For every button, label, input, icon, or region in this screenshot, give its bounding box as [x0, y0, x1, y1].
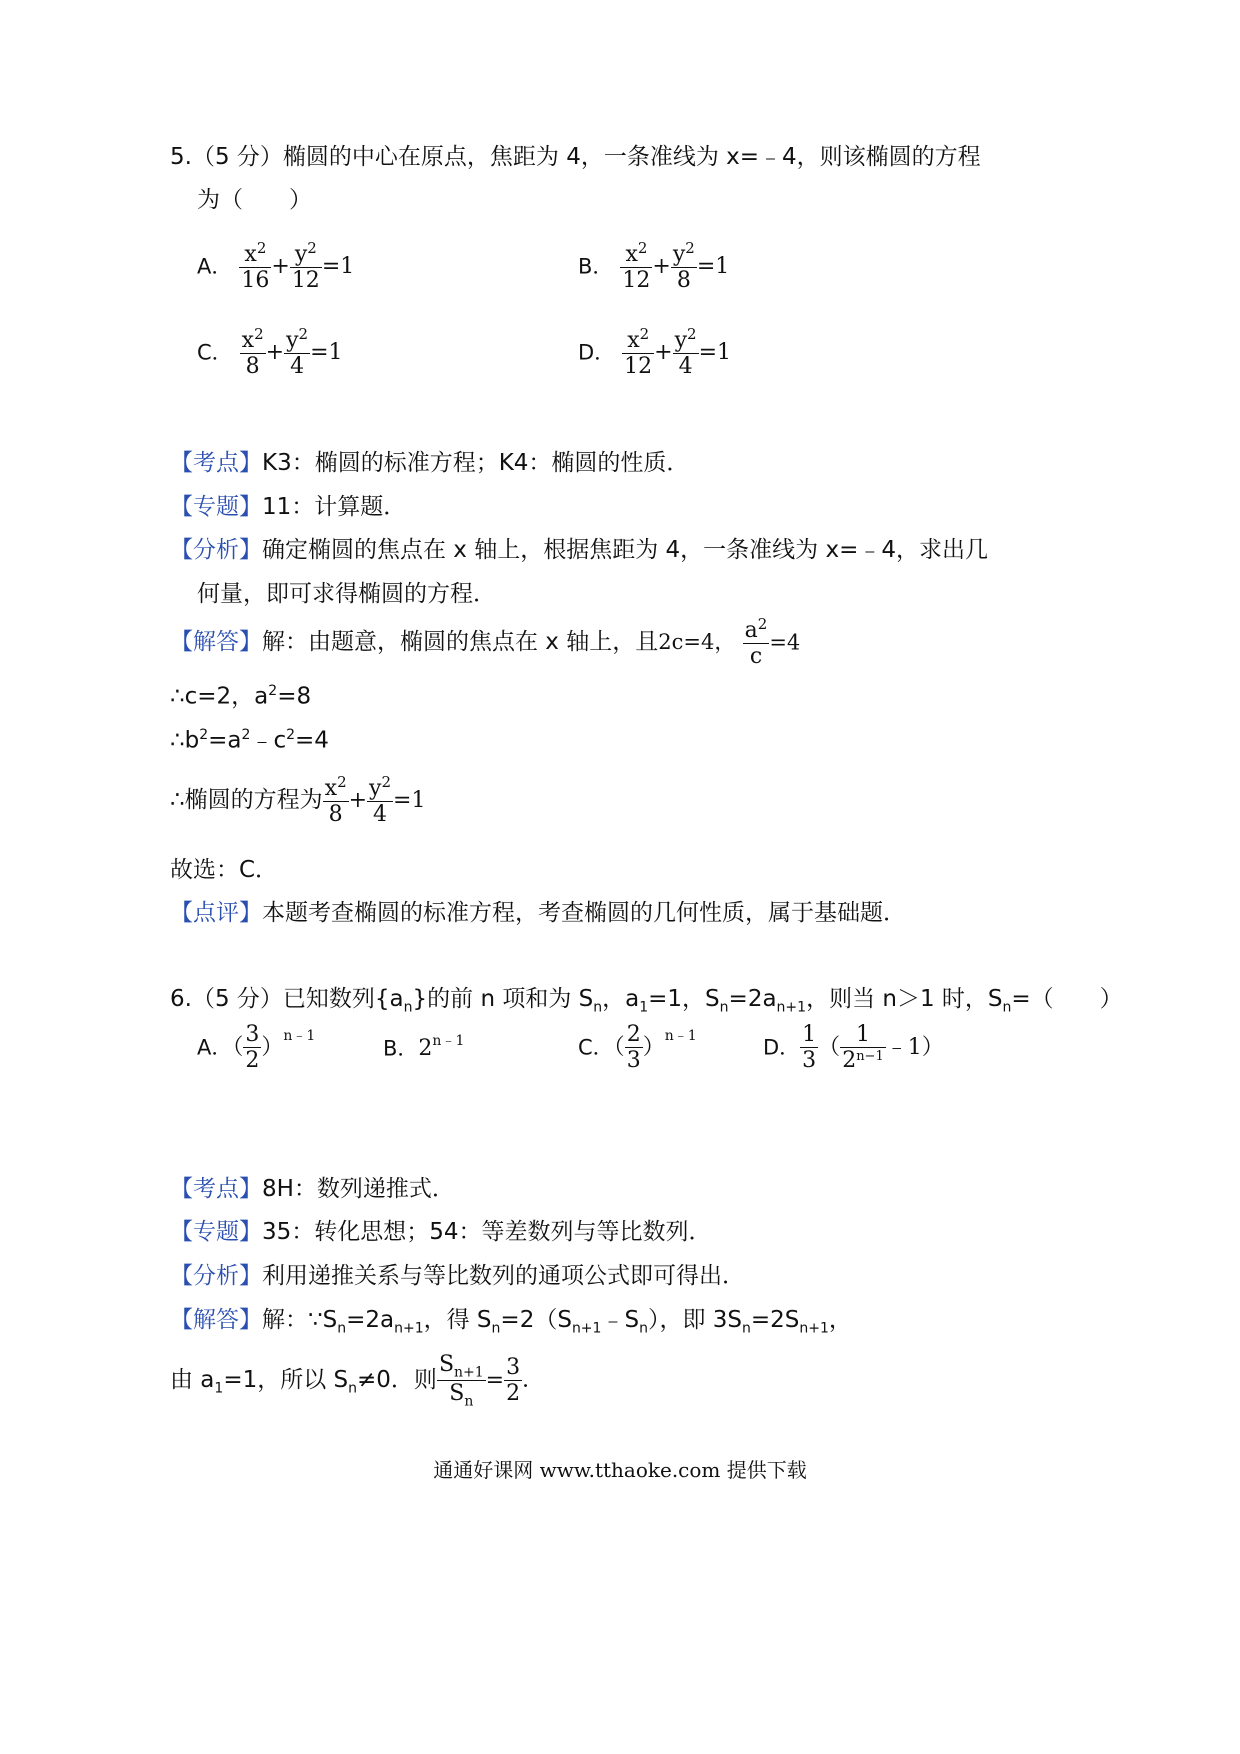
q5-kaodian: 【考点】K3：椭圆的标准方程；K4：椭圆的性质．	[170, 450, 690, 476]
q5-dianping: 【点评】本题考查椭圆的标准方程，考查椭圆的几何性质，属于基础题．	[170, 900, 906, 926]
q5-zhuanti: 【专题】11：计算题．	[170, 494, 407, 520]
option-label: A．	[197, 254, 233, 279]
tag-dianping: 【点评】	[170, 900, 262, 926]
tag-fenxi: 【分析】	[170, 1263, 262, 1289]
q5-option-d: D． $\frac{x^2}{12}$ + $\frac{y^2}{4}$ =1	[578, 325, 732, 380]
q5-stem-line2: 为（ ）	[197, 187, 312, 213]
option-label: D．	[578, 340, 616, 365]
option-label: C．	[197, 340, 233, 365]
q5-fenxi-line2: 何量，即可求得椭圆的方程．	[197, 581, 496, 607]
q6-last-line: 由 $a_1=1$，所以 $S_n\ne 0$．则 $\frac{S_{n+1}}{S_n}$ = $\frac{3}{2}$ ．	[170, 1352, 545, 1410]
q5-step3: ∴椭圆的方程为 $\frac{x^2}{8}$ + $\frac{y^2}{4}$ =1	[170, 773, 426, 828]
tag-zhuanti: 【专题】	[170, 1219, 262, 1245]
q6-fenxi: 【分析】利用递推关系与等比数列的通项公式即可得出．	[170, 1263, 745, 1289]
tag-fenxi: 【分析】	[170, 537, 262, 563]
q5-jieda: 【解答】解：由题意，椭圆的焦点在 x 轴上，且2c=4， $\frac{a^2}{c}$ =4	[170, 615, 801, 670]
q6-option-c: C．（ $\frac{2}{3}$ ）$^{n﹣1}$	[578, 1022, 697, 1074]
tag-kaodian: 【考点】	[170, 450, 262, 476]
q6-zhuanti: 【专题】35：转化思想；54：等差数列与等比数列．	[170, 1219, 712, 1245]
q5-option-a: A． $\frac{x^2}{16}$ + $\frac{y^2}{12}$ =1	[197, 239, 355, 294]
q5-stem-line1: 5.（5 分）椭圆的中心在原点，焦距为 4，一条准线为 x=﹣4，则该椭圆的方程	[170, 144, 981, 170]
q5-option-b: B． $\frac{x^2}{12}$ + $\frac{y^2}{8}$ =1	[578, 239, 730, 294]
q6-option-b: B．$2^{n﹣1}$	[383, 1033, 465, 1061]
q6-kaodian: 【考点】8H：数列递推式．	[170, 1176, 455, 1202]
q6-option-d: D． $\frac{1}{3}$ （ $\frac{1}{2^{n-1}}$ ﹣1）	[763, 1022, 944, 1074]
page-footer: 通通好课网 www.tthaoke.com 提供下载	[433, 1458, 807, 1482]
q6-jieda: 【解答】解：$\because S_n=2a_{n+1}$，得 $S_n=2(S_{n+1}﹣S_n)$，即 $3S_n=2S_{n+1}$，	[170, 1307, 852, 1337]
q5-guxuan: 故选：C．	[170, 857, 279, 883]
q6-option-a: A．（ $\frac{3}{2}$ ）$^{n﹣1}$	[197, 1022, 316, 1074]
tag-zhuanti: 【专题】	[170, 494, 262, 520]
q5-step1: ∴c=2，$a^2=8$	[170, 683, 312, 710]
tag-jieda: 【解答】	[170, 628, 262, 655]
q5-fenxi: 【分析】确定椭圆的焦点在 x 轴上，根据焦距为 4，一条准线为 x=﹣4，求出几	[170, 537, 989, 563]
q5-step2: $\therefore b^2=a^2﹣c^2=4$	[170, 727, 329, 754]
tag-kaodian: 【考点】	[170, 1176, 262, 1202]
q6-stem: 6.（5 分）已知数列$\{a_n\}$的前 n 项和为 $S_n$，$a_1=1$，$S_n=2a_{n+1}$，则当 n＞1 时，$S_n=$（ ）	[170, 986, 1123, 1016]
tag-jieda: 【解答】	[170, 1307, 262, 1333]
option-label: B．	[578, 254, 614, 279]
q5-option-c: C． $\frac{x^2}{8}$ + $\frac{y^2}{4}$ =1	[197, 325, 343, 380]
